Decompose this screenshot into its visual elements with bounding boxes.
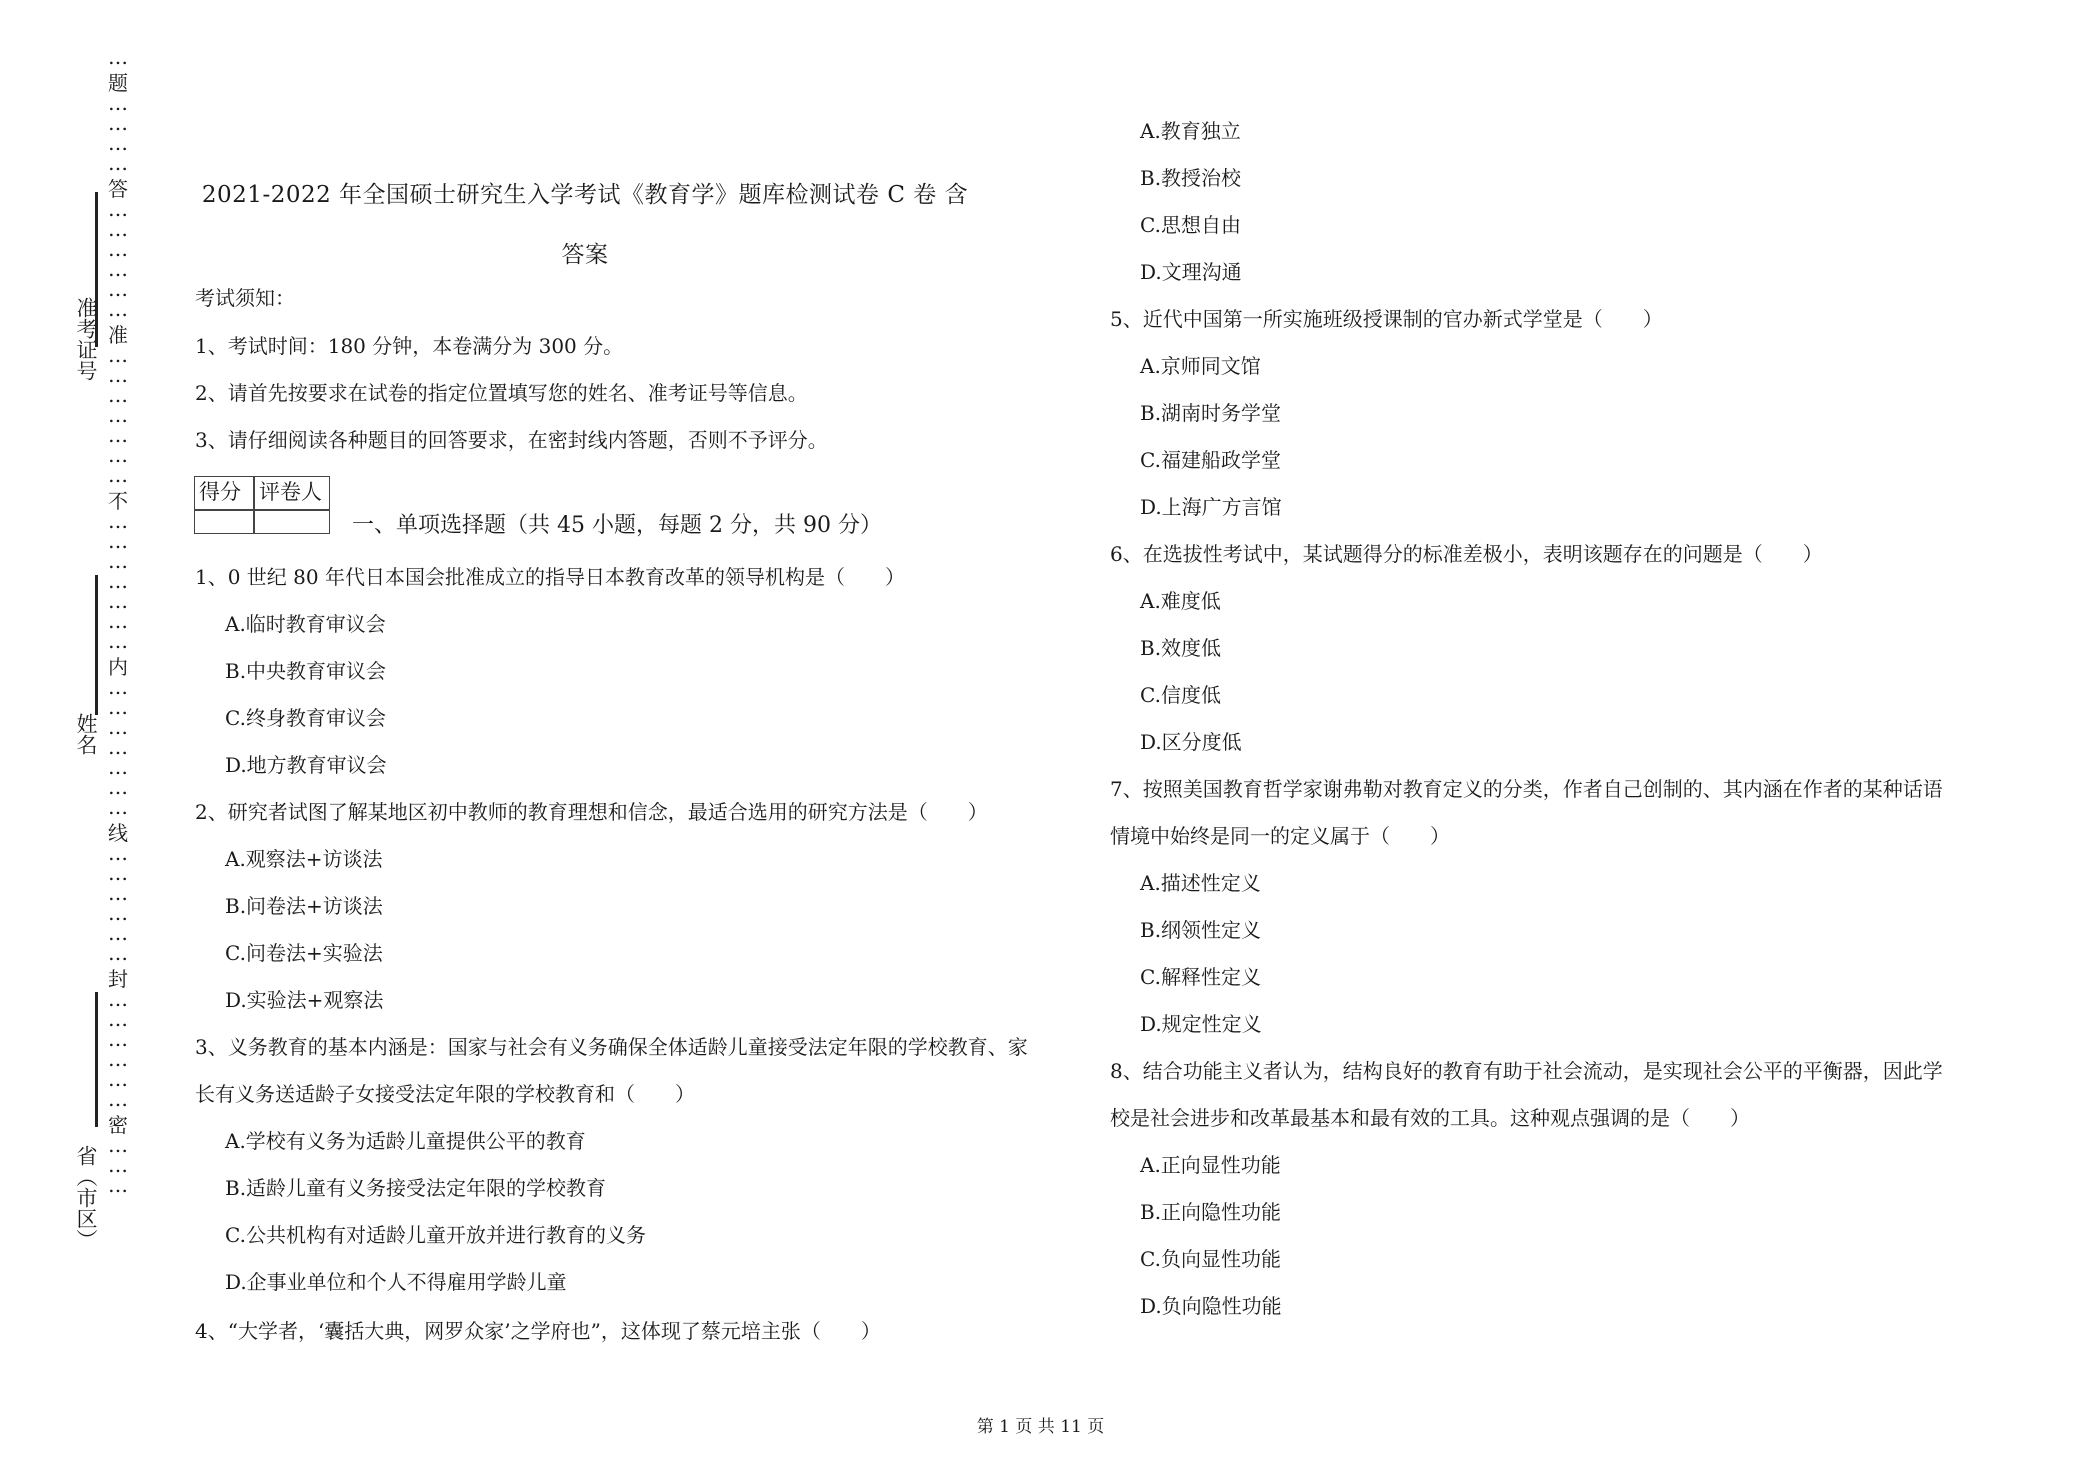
seal-char: 线 <box>108 821 128 845</box>
answer-option: C.负向显性功能 <box>1140 1247 1281 1271</box>
seal-dots: … <box>108 1153 128 1177</box>
seal-dots: … <box>108 423 128 447</box>
answer-option: D.负向隐性功能 <box>1140 1294 1282 1318</box>
seal-dots: … <box>108 775 128 799</box>
seal-dots: … <box>108 91 128 115</box>
answer-option: B.纲领性定义 <box>1140 918 1262 942</box>
answer-option: A.临时教育审议会 <box>225 612 386 636</box>
seal-dots: … <box>108 131 128 155</box>
answer-option: D.规定性定义 <box>1140 1012 1262 1036</box>
seal-dots: … <box>108 151 128 175</box>
answer-option: B.问卷法+访谈法 <box>225 894 383 918</box>
seal-line <box>95 575 98 715</box>
notice-heading: 考试须知： <box>195 286 295 310</box>
answer-option: D.区分度低 <box>1140 730 1242 754</box>
answer-option: D.文理沟通 <box>1140 260 1242 284</box>
seal-dots: … <box>108 197 128 221</box>
seal-dots: … <box>108 695 128 719</box>
seal-dots: … <box>108 841 128 865</box>
seal-column <box>104 45 132 1198</box>
answer-option: C.福建船政学堂 <box>1140 448 1281 472</box>
seal-dots: … <box>108 383 128 407</box>
answer-option: D.企事业单位和个人不得雇用学龄儿童 <box>225 1270 567 1294</box>
seal-char: 准 <box>108 323 128 347</box>
answer-option: A.京师同文馆 <box>1140 354 1261 378</box>
answer-option: C.终身教育审议会 <box>225 706 386 730</box>
seal-dots: … <box>108 569 128 593</box>
seal-dots: … <box>108 297 128 321</box>
seal-dots: … <box>108 343 128 367</box>
question-stem: 2、研究者试图了解某地区初中教师的教育理想和信念，最适合选用的研究方法是（ ） <box>195 800 988 824</box>
seal-dots: … <box>108 1087 128 1111</box>
name-label: 姓名 <box>74 713 98 755</box>
seal-dots: … <box>108 1067 128 1091</box>
seal-dots: … <box>108 987 128 1011</box>
exam-number-label: 准考证号 <box>74 297 98 381</box>
score-box <box>194 476 330 534</box>
seal-char: 内 <box>108 655 128 679</box>
answer-option: D.地方教育审议会 <box>225 753 387 777</box>
seal-dots: … <box>108 901 128 925</box>
question-stem: 1、0 世纪 80 年代日本国会批准成立的指导日本教育改革的领导机构是（ ） <box>195 565 905 589</box>
question-stem: 6、在选拔性考试中，某试题得分的标准差极小，表明该题存在的问题是（ ） <box>1110 542 1823 566</box>
section-title: 一、单项选择题（共 45 小题，每题 2 分，共 90 分） <box>352 513 882 538</box>
answer-option: C.公共机构有对适龄儿童开放并进行教育的义务 <box>225 1223 646 1247</box>
seal-dots: … <box>108 941 128 965</box>
answer-option: B.效度低 <box>1140 636 1222 660</box>
question-stem: 校是社会进步和改革最基本和最有效的工具。这种观点强调的是（ ） <box>1110 1106 1750 1130</box>
notice-item: 2、请首先按要求在试卷的指定位置填写您的姓名、准考证号等信息。 <box>195 381 808 405</box>
seal-char: 答 <box>108 177 128 201</box>
seal-dots: … <box>108 921 128 945</box>
page-footer: 第 1 页 共 11 页 <box>976 1417 1105 1437</box>
score-label: 得分 <box>199 480 241 504</box>
answer-option: B.正向隐性功能 <box>1140 1200 1282 1224</box>
seal-dots: … <box>108 881 128 905</box>
seal-dots: … <box>108 755 128 779</box>
answer-option: A.学校有义务为适龄儿童提供公平的教育 <box>225 1129 586 1153</box>
seal-dots: … <box>108 509 128 533</box>
seal-dots: … <box>108 795 128 819</box>
seal-dots: … <box>108 1007 128 1031</box>
answer-option: A.难度低 <box>1140 589 1221 613</box>
question-stem: 长有义务送适龄子女接受法定年限的学校教育和（ ） <box>195 1082 695 1106</box>
seal-dots: … <box>108 549 128 573</box>
seal-dots: … <box>108 1133 128 1157</box>
answer-option: A.教育独立 <box>1140 119 1241 143</box>
answer-option: B.教授治校 <box>1140 166 1242 190</box>
seal-dots: … <box>108 609 128 633</box>
seal-dots: … <box>108 237 128 261</box>
answer-option: C.思想自由 <box>1140 213 1241 237</box>
answer-option: C.解释性定义 <box>1140 965 1261 989</box>
seal-dots: … <box>108 715 128 739</box>
seal-dots: … <box>108 403 128 427</box>
seal-dots: … <box>108 529 128 553</box>
answer-option: D.实验法+观察法 <box>225 988 384 1012</box>
seal-dots: … <box>108 277 128 301</box>
seal-char: 封 <box>108 967 128 991</box>
answer-option: B.中央教育审议会 <box>225 659 387 683</box>
notice-item: 3、请仔细阅读各种题目的回答要求，在密封线内答题，否则不予评分。 <box>195 428 828 452</box>
seal-dots: … <box>108 443 128 467</box>
question-stem: 5、近代中国第一所实施班级授课制的官办新式学堂是（ ） <box>1110 307 1663 331</box>
seal-dots: … <box>108 589 128 613</box>
answer-option: C.问卷法+实验法 <box>225 941 383 965</box>
seal-dots: … <box>108 675 128 699</box>
seal-dots: … <box>108 629 128 653</box>
answer-option: B.湖南时务学堂 <box>1140 401 1282 425</box>
question-stem: 3、义务教育的基本内涵是：国家与社会有义务确保全体适龄儿童接受法定年限的学校教育、家 <box>195 1035 1028 1059</box>
question-stem: 7、按照美国教育哲学家谢弗勒对教育定义的分类，作者自己创制的、其内涵在作者的某种话语 <box>1110 777 1943 801</box>
seal-dots: … <box>108 111 128 135</box>
seal-dots: … <box>108 861 128 885</box>
answer-option: A.观察法+访谈法 <box>225 847 383 871</box>
exam-title <box>195 165 975 285</box>
seal-char: 密 <box>108 1113 128 1137</box>
seal-line <box>95 992 98 1127</box>
seal-dots: … <box>108 45 128 69</box>
title-line-2: 答案 <box>561 242 609 268</box>
answer-option: B.适龄儿童有义务接受法定年限的学校教育 <box>225 1176 607 1200</box>
seal-dots: … <box>108 735 128 759</box>
grader-label: 评卷人 <box>259 480 322 504</box>
seal-char: 题 <box>108 71 128 95</box>
divider <box>253 477 255 533</box>
seal-margin <box>0 0 150 1469</box>
question-stem: 8、结合功能主义者认为，结构良好的教育有助于社会流动，是实现社会公平的平衡器，因此学 <box>1110 1059 1943 1083</box>
divider <box>195 509 329 511</box>
answer-option: A.描述性定义 <box>1140 871 1261 895</box>
seal-dots: … <box>108 363 128 387</box>
seal-char: 不 <box>108 489 128 513</box>
province-label: 省（市区） <box>74 1145 98 1250</box>
answer-option: D.上海广方言馆 <box>1140 495 1282 519</box>
seal-dots: … <box>108 463 128 487</box>
seal-dots: … <box>108 257 128 281</box>
seal-dots: … <box>108 217 128 241</box>
answer-option: C.信度低 <box>1140 683 1221 707</box>
notice-item: 1、考试时间：180 分钟，本卷满分为 300 分。 <box>195 334 624 358</box>
question-stem: 情境中始终是同一的定义属于（ ） <box>1110 824 1450 848</box>
seal-dots: … <box>108 1173 128 1197</box>
seal-dots: … <box>108 1027 128 1051</box>
seal-dots: … <box>108 1047 128 1071</box>
title-line-1: 2021-2022 年全国硕士研究生入学考试《教育学》题库检测试卷 C 卷 含 <box>201 182 969 208</box>
question-stem: 4、“大学者，‘囊括大典，网罗众家’之学府也”，这体现了蔡元培主张（ ） <box>195 1319 881 1343</box>
answer-option: A.正向显性功能 <box>1140 1153 1281 1177</box>
